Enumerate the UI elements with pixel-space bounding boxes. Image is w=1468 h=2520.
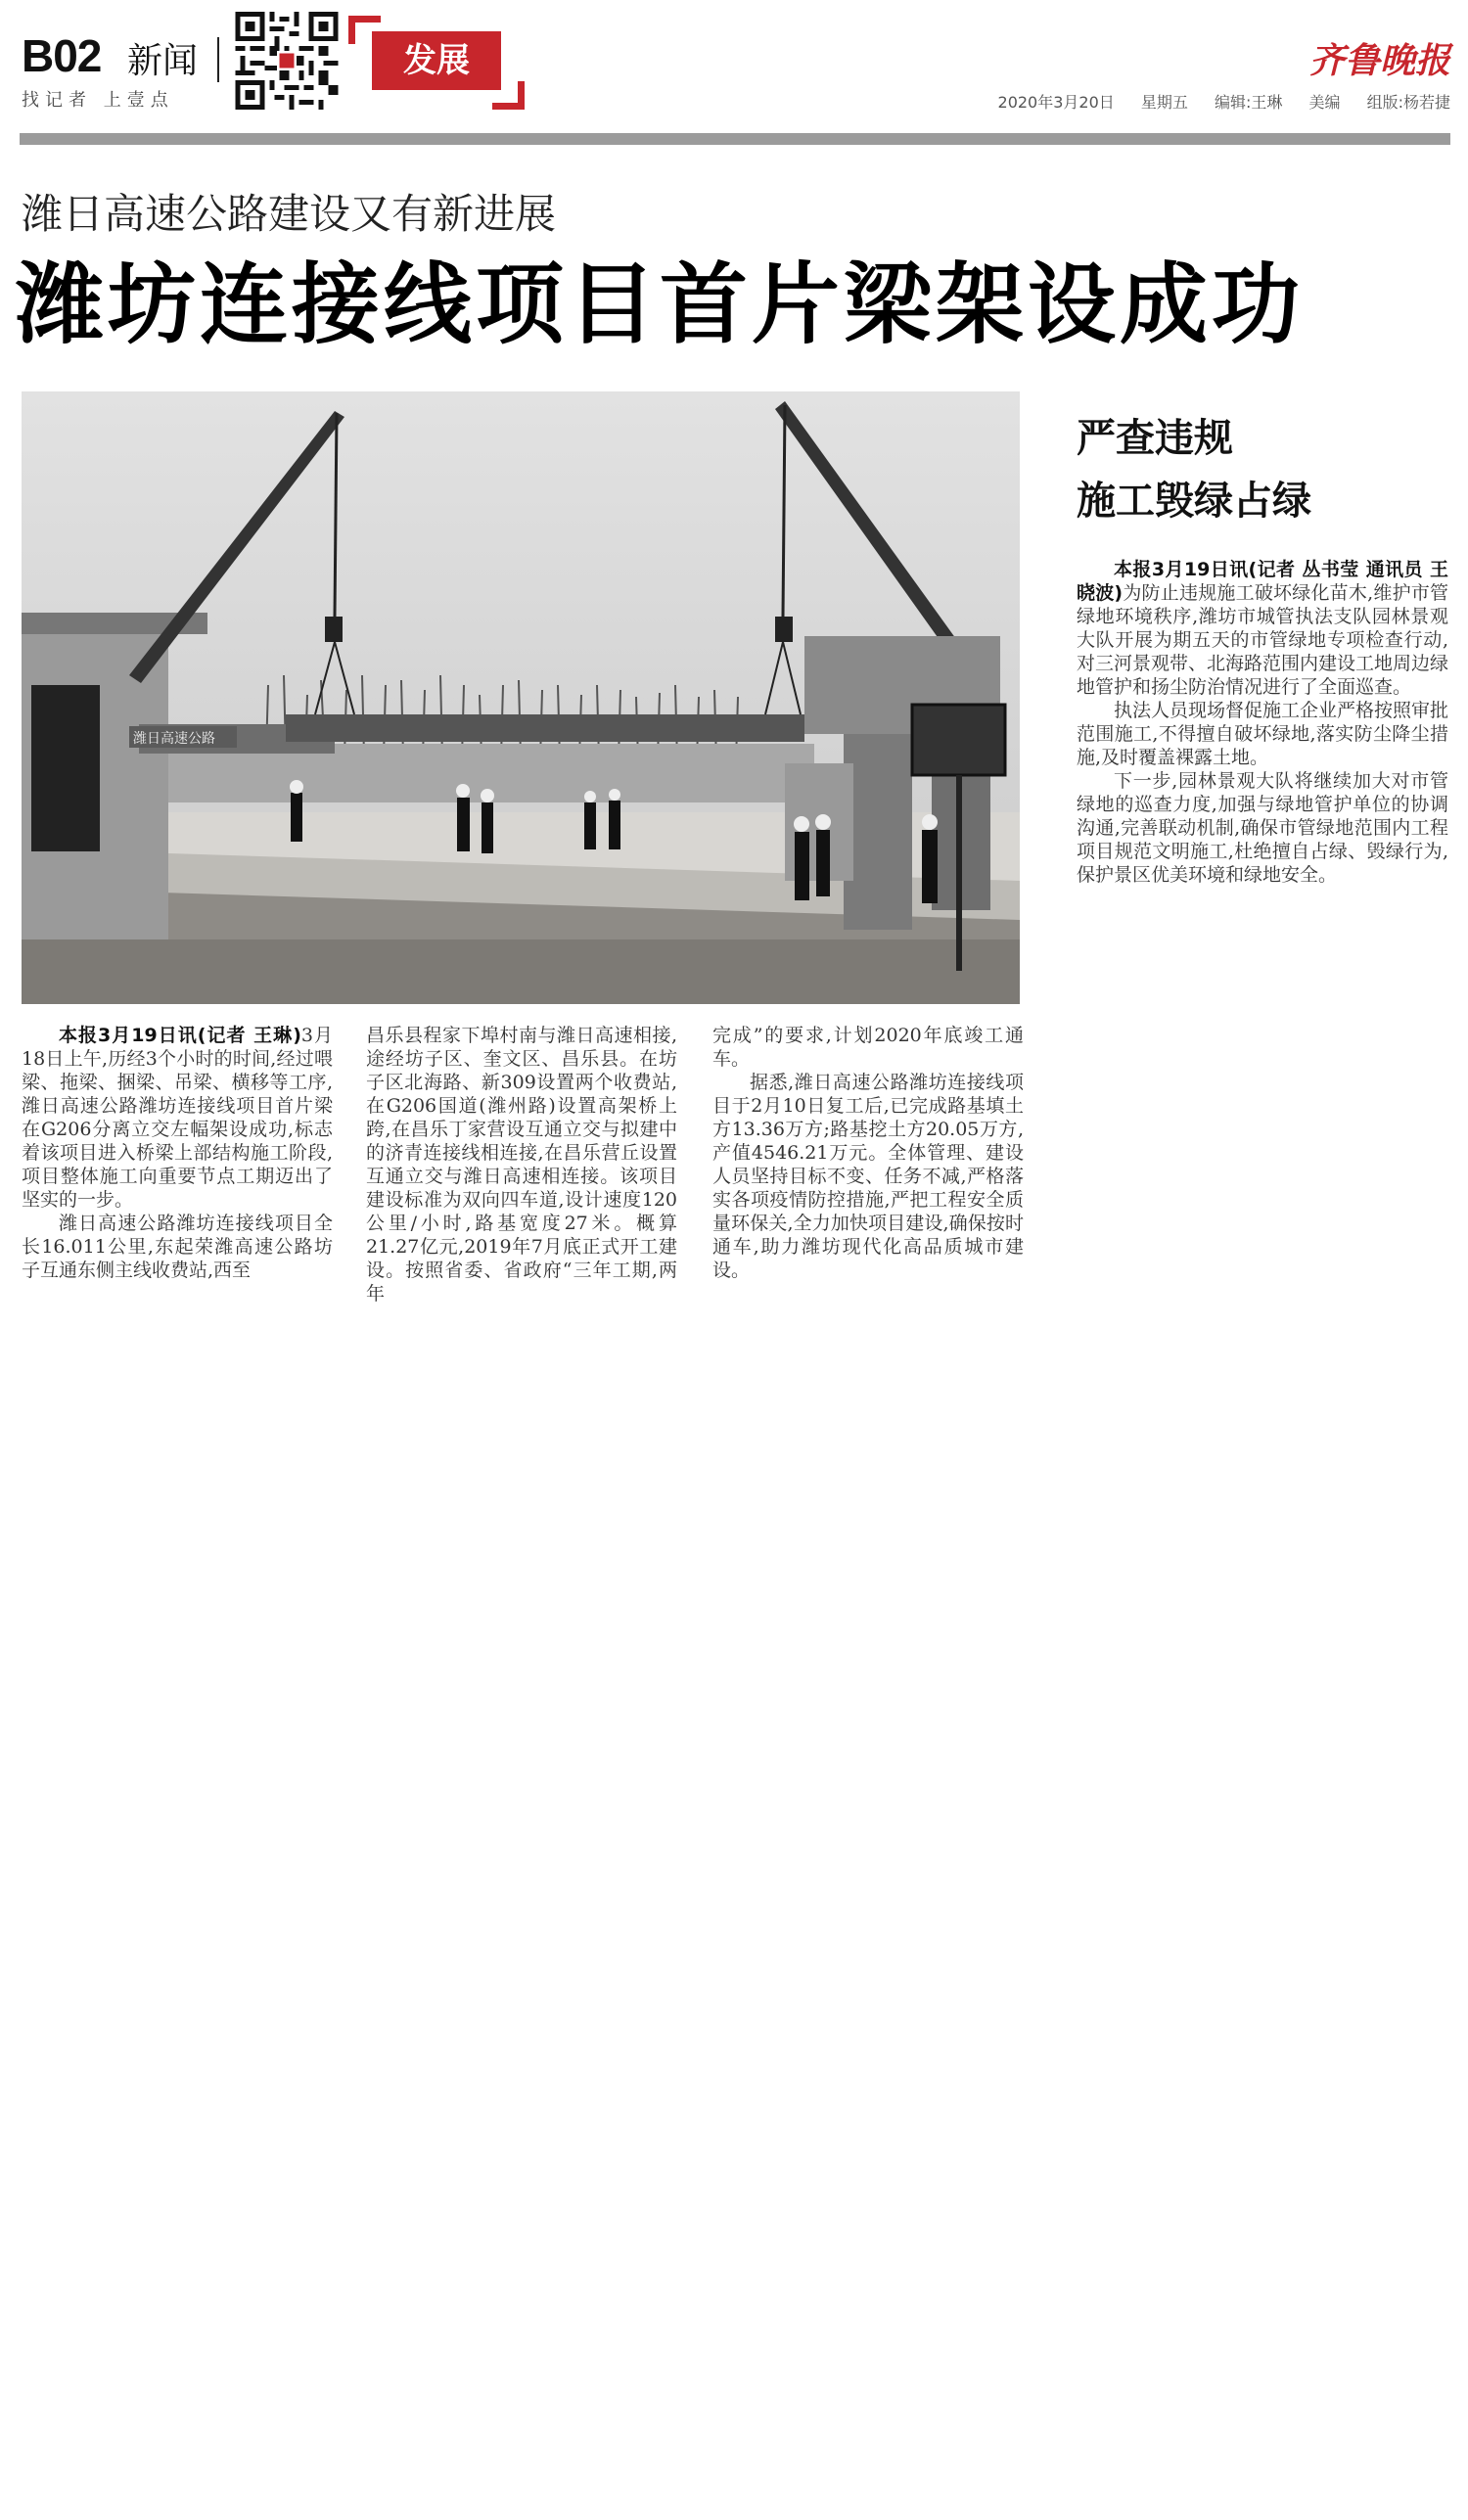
article-paragraph: 据悉,潍日高速公路潍坊连接线项目于2月10日复工后,已完成路基填土方13.36万方;路基挖土方20.05万方,产值4546.21万元。全体管理、建设人员坚持目标不变、任务不减,严格落实各项疫情防控措施,严把工程安全质量环保关,全力加快项目建设,确保按时通车,助力潍坊现代化高品质城市建设。 [712, 1072, 1024, 1281]
section-tag-label: 发展 [372, 31, 501, 90]
article-paragraph-text: 3月18日上午,历经3个小时的时间,经过喂梁、拖梁、捆梁、吊梁、横移等工序,潍日高速公路潍坊连接线项目首片梁在G206分离立交左幅架设成功,标志着该项目进入桥梁上部结构施工阶段,项目整体施工向重要节点工期迈出了坚实的一步。 [22, 1025, 333, 1211]
issue-proofreader: 组版:杨若捷 [1366, 93, 1450, 112]
side-byline: 本报3月19日讯(记者 丛书莹 通讯员 王晓波) [1077, 559, 1448, 604]
article-paragraph: 潍日高速公路潍坊连接线项目全长16.011公里,东起荣潍高速公路坊子互通东侧主线收费站,西至 [22, 1213, 333, 1281]
side-paragraph [1077, 558, 1448, 699]
photo-sign-text: 潍日高速公路 [133, 731, 215, 747]
qr-code-icon [235, 12, 339, 110]
issue-meta [977, 90, 1450, 113]
article-kicker: 潍日高速公路建设又有新进展 [22, 190, 557, 238]
side-article-title [1077, 407, 1311, 532]
article-paragraph [22, 1024, 333, 1212]
side-paragraph-text: 为防止违规施工破坏绿化苗木,维护市管绿地环境秩序,潍坊市城管执法支队园林景观大队开展为期五天的市管绿地专项检查行动,对三河景观带、北海路范围内建设工地周边绿地管护和扬尘防治情况进行了全面巡查。 [1077, 582, 1449, 698]
article-byline: 本报3月19日讯(记者 王琳) [59, 1025, 301, 1046]
header-divider [217, 37, 219, 82]
article-paragraph: 昌乐县程家下埠村南与潍日高速相接,途经坊子区、奎文区、昌乐县。在坊子区北海路、新309设置两个收费站,在G206国道(潍州路)设置高架桥上跨,在昌乐丁家营设互通立交与拟建中的济青连接线相连接,在昌乐营丘设置互通立交与潍日高速相连接。该项目建设标准为双向四车道,设计速度120公里/小时,路基宽度27米。概算21.27亿元,2019年7月底正式开工建设。按照省委、省政府“三年工期,两年 [366, 1025, 677, 1305]
section-tag [348, 16, 525, 110]
header-rule [20, 133, 1450, 145]
page-number: B02 [22, 30, 102, 81]
article-paragraph: 完成”的要求,计划2020年底竣工通车。 [712, 1025, 1024, 1070]
section-name: 新闻 [127, 41, 199, 81]
issue-designer: 美编 [1308, 93, 1341, 112]
article-column-2 [366, 1024, 677, 1306]
side-article-body [1077, 558, 1448, 887]
issue-weekday: 星期五 [1140, 93, 1188, 112]
slogan: 找记者 上壹点 [22, 90, 174, 111]
construction-photo [22, 391, 1020, 1004]
article-headline: 潍坊连接线项目首片梁架设成功 [16, 253, 1304, 356]
side-title-line-1: 严查违规 [1077, 416, 1233, 461]
article-column-3 [712, 1024, 1024, 1282]
issue-date: 2020年3月20日 [997, 93, 1115, 112]
article-column-1 [22, 1024, 333, 1282]
side-paragraph: 执法人员现场督促施工企业严格按照审批范围施工,不得擅自破坏绿地,落实防尘降尘措施,及时覆盖裸露土地。 [1077, 700, 1449, 768]
side-paragraph: 下一步,园林景观大队将继续加大对市管绿地的巡查力度,加强与绿地管护单位的协调沟通,完善联动机制,确保市管绿地范围内工程项目规范文明施工,杜绝擅自占绿、毁绿行为,保护景区优美环境和绿地安全。 [1077, 770, 1448, 886]
issue-editor: 编辑:王琳 [1214, 93, 1283, 112]
newspaper-logo: 齐鲁晚报 [1308, 40, 1450, 81]
side-title-line-2: 施工毁绿占绿 [1077, 479, 1311, 524]
